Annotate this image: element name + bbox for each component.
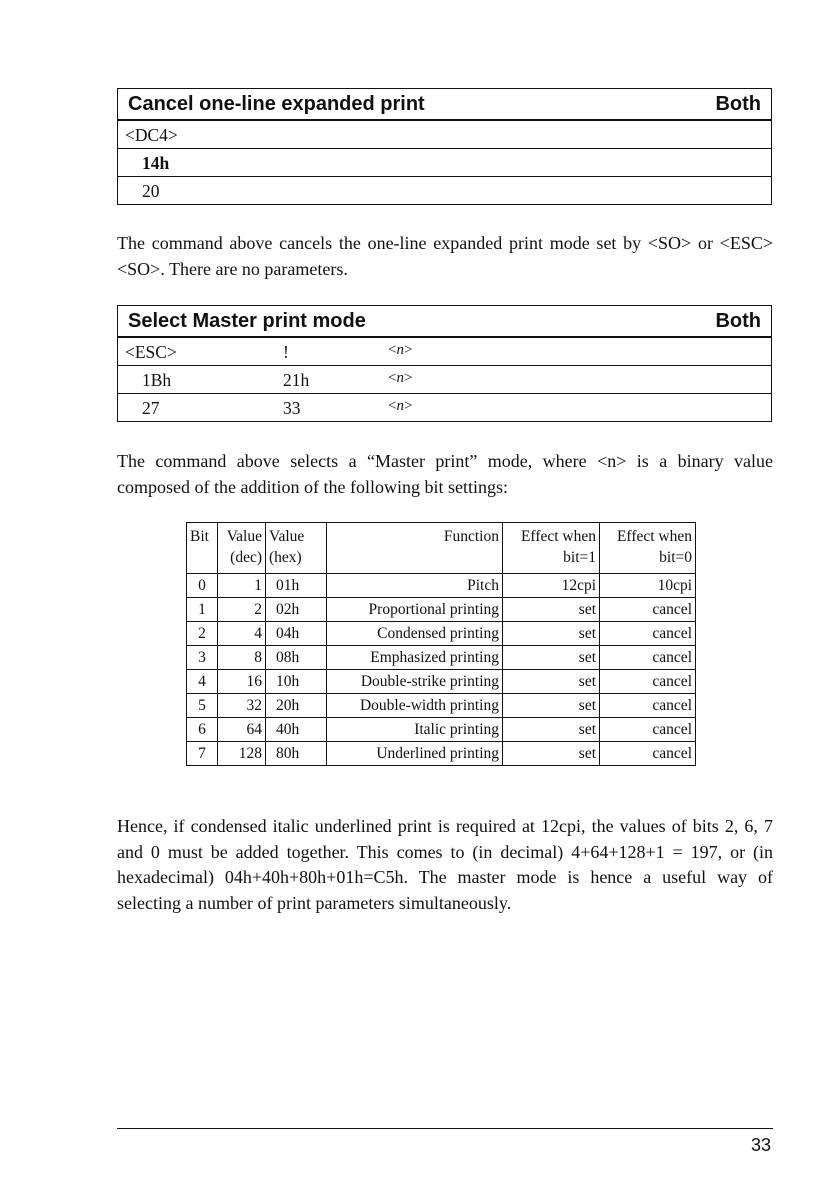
- cell-bit: 0: [187, 574, 218, 598]
- cell-effect-on: set: [503, 694, 600, 718]
- command-box-master-print: [117, 305, 772, 422]
- page-number: 33: [750, 1135, 771, 1155]
- cell-effect-on: set: [503, 742, 600, 766]
- cell-bit: 1: [187, 598, 218, 622]
- command-code: <DC4>: [125, 125, 178, 145]
- table-row: [187, 598, 696, 622]
- table-row: [187, 646, 696, 670]
- cell-value-dec: 128: [218, 742, 266, 766]
- cell-function: Proportional printing: [327, 598, 503, 622]
- header-value-hex: Value (hex): [266, 523, 327, 574]
- command-title: Select Master print mode: [128, 309, 366, 332]
- table-header-row: [187, 523, 696, 574]
- header-value-dec: Value (dec): [218, 523, 266, 574]
- cell-bit: 6: [187, 718, 218, 742]
- command-code: !: [283, 342, 289, 362]
- command-title: Cancel one-line expanded print: [128, 92, 425, 115]
- cell-value-hex: 20h: [266, 694, 327, 718]
- cell-effect-on: set: [503, 622, 600, 646]
- cell-function: Double-width printing: [327, 694, 503, 718]
- cell-effect-off: cancel: [600, 670, 696, 694]
- table-row: [187, 742, 696, 766]
- cell-function: Condensed printing: [327, 622, 503, 646]
- command-row-dec: [118, 394, 771, 421]
- table-row: [187, 694, 696, 718]
- command-row-ascii: [118, 121, 771, 149]
- cell-effect-off: cancel: [600, 694, 696, 718]
- header-effect-off: Effect when bit=0: [600, 523, 696, 574]
- command-parameter: <n>: [388, 370, 413, 386]
- cell-effect-off: cancel: [600, 598, 696, 622]
- footer-rule: [117, 1128, 773, 1129]
- paragraph-cancel-description: The command above cancels the one-line expanded print mode set by <SO> or <ESC> <SO>. There are no parameters.: [117, 233, 773, 279]
- cell-function: Emphasized printing: [327, 646, 503, 670]
- cell-value-dec: 64: [218, 718, 266, 742]
- cell-function: Pitch: [327, 574, 503, 598]
- command-code: <ESC>: [125, 342, 177, 362]
- cell-effect-on: set: [503, 718, 600, 742]
- command-parameter: <n>: [388, 342, 413, 358]
- cell-effect-off: cancel: [600, 646, 696, 670]
- cell-value-hex: 08h: [266, 646, 327, 670]
- cell-effect-off: 10cpi: [600, 574, 696, 598]
- cell-effect-on: set: [503, 646, 600, 670]
- cell-bit: 4: [187, 670, 218, 694]
- cell-function: Underlined printing: [327, 742, 503, 766]
- cell-effect-off: cancel: [600, 742, 696, 766]
- cell-effect-on: set: [503, 670, 600, 694]
- command-box-cancel-expanded: [117, 88, 772, 205]
- table-row: [187, 622, 696, 646]
- cell-value-hex: 02h: [266, 598, 327, 622]
- table-row: [187, 670, 696, 694]
- header-effect-on: Effect when bit=1: [503, 523, 600, 574]
- cell-bit: 5: [187, 694, 218, 718]
- command-row-hex: [118, 366, 771, 394]
- command-code: 27: [142, 398, 160, 418]
- cell-value-dec: 8: [218, 646, 266, 670]
- cell-function: Double-strike printing: [327, 670, 503, 694]
- cell-function: Italic printing: [327, 718, 503, 742]
- command-code: 33: [283, 398, 301, 418]
- cell-bit: 7: [187, 742, 218, 766]
- cell-value-hex: 01h: [266, 574, 327, 598]
- command-row-dec: [118, 177, 771, 204]
- cell-value-dec: 32: [218, 694, 266, 718]
- command-header: [118, 306, 771, 338]
- cell-value-dec: 1: [218, 574, 266, 598]
- cell-bit: 3: [187, 646, 218, 670]
- command-mode: Both: [715, 309, 761, 332]
- command-code: 14h: [142, 153, 170, 173]
- header-bit: Bit: [187, 523, 218, 574]
- header-function: Function: [327, 523, 503, 574]
- cell-value-dec: 4: [218, 622, 266, 646]
- command-row-hex: [118, 149, 771, 177]
- cell-effect-off: cancel: [600, 622, 696, 646]
- table-row: [187, 574, 696, 598]
- cell-bit: 2: [187, 622, 218, 646]
- command-mode: Both: [715, 92, 761, 115]
- table-row: [187, 718, 696, 742]
- bit-settings-table: [186, 522, 696, 766]
- cell-effect-on: 12cpi: [503, 574, 600, 598]
- cell-value-hex: 04h: [266, 622, 327, 646]
- cell-effect-off: cancel: [600, 718, 696, 742]
- command-header: [118, 89, 771, 121]
- command-code: 21h: [283, 370, 310, 390]
- cell-effect-on: set: [503, 598, 600, 622]
- cell-value-hex: 80h: [266, 742, 327, 766]
- command-parameter: <n>: [388, 398, 413, 414]
- command-code: 20: [142, 181, 160, 201]
- paragraph-master-description: The command above selects a “Master print” mode, where <n> is a binary value composed of the addition of the following bit settings:: [117, 451, 773, 497]
- command-row-ascii: [118, 338, 771, 366]
- cell-value-dec: 16: [218, 670, 266, 694]
- cell-value-hex: 40h: [266, 718, 327, 742]
- paragraph-example: Hence, if condensed italic underlined print is required at 12cpi, the values of bits 2, 6, 7 and 0 must be added together. This comes to (in decimal) 4+64+128+1 = 197, or (in hexadecimal) 04h+40h+80h+01h=C5h. The master mode is hence a useful way of selecting a number of print parameters simultaneously.: [117, 816, 773, 913]
- command-code: 1Bh: [142, 370, 172, 390]
- cell-value-dec: 2: [218, 598, 266, 622]
- cell-value-hex: 10h: [266, 670, 327, 694]
